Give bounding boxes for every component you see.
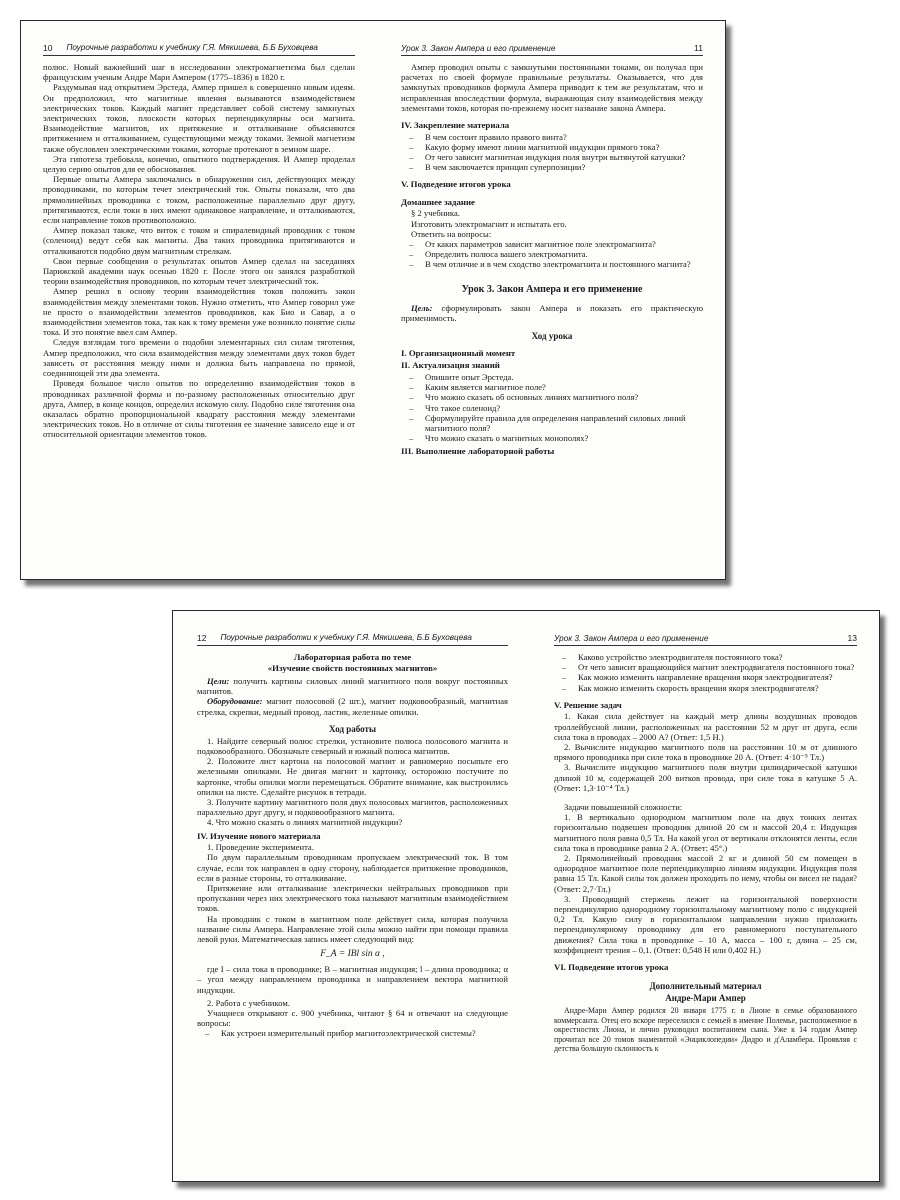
section-heading: V. Подведение итогов урока xyxy=(401,179,511,190)
paragraph: Притяжение или отталкивание электрически нейтральных проводников при пропускании через них электрического тока называют магнитным взаимодействием токов. xyxy=(197,882,508,914)
paragraph: Первые опыты Ампера заключались в обнаружении сил, действующих между проводниками, по которым течет электрический ток. Опыты показали, что два прямолинейных проводника с током, расположенные параллельно друг другу, притягиваются, если токи в них имеют одинаковое направление, и отталкиваются, если направление токов противоположно. xyxy=(43,174,355,226)
problem: 1. В вертикально однородном магнитном поле на двух тонких лентах горизонтально подвешен проводник длиной 20 см и массой 20,4 г. Индукция магнитного поля равна 0,5 Тл. На какой угол от вертикали отклонятся ленты, если сила тока в проводнике равна 2 А. (Ответ: 45°.) xyxy=(554,812,857,853)
list-item: – Определить полюса вашего электромагнита. xyxy=(409,249,703,259)
page-number: 13 xyxy=(847,633,857,643)
paragraph: По двум параллельным проводникам пропускаем электрический ток. В том случае, если ток направлен в одну сторону, наблюдается притяжение проводников, если в разные стороны, то отталкивание. xyxy=(197,852,508,883)
list-item: – Что можно сказать об основных линиях магнитного поля? xyxy=(409,392,703,402)
goals-text: получить картины силовых линий магнитного поля вокруг постоянных магнитов. xyxy=(197,676,508,697)
paragraph: На проводник с током в магнитном поле действует сила, которая получила название силы Ампера. Направление этой силы можно найти при помощи правила левой руки. Математическая запись имеет следующий вид: xyxy=(197,913,508,944)
problem: 2. Прямолинейный проводник массой 2 кг и длиной 50 см помещен в однородное магнитное поле перпендикулярно линиям индукции. Индукция поля равна 15 Тл. Какой силы ток должен проходить по нему, чтобы он висел не падая? (Ответ: 2,7·Тл.) xyxy=(554,852,857,894)
lab-goals xyxy=(197,676,508,696)
equipment-text: магнит полосовой (2 шт.), магнит подковообразный, магнитная стрелка, скрепки, медный провод, ластик, железные опилки. xyxy=(197,696,508,717)
question-list xyxy=(401,132,703,173)
paragraph: Свои первые сообщения о результатах опытов Ампер сделал на заседаниях Парижской академии наук осенью 1820 г. После этого он занялся разработкой теории взаимодействия проводников, по которым течет электрический ток. xyxy=(43,255,355,287)
list-item: – От каких параметров зависит магнитное поле электромагнита? xyxy=(409,239,703,249)
question-list xyxy=(554,652,857,693)
formula-explanation: где I – сила тока в проводнике; B – магнитная индукция; l – длина проводника; α – угол между направлением проводника и направлением вектора магнитной индукции. xyxy=(197,964,508,995)
homework-line: § 2 учебника. xyxy=(411,208,460,219)
problem: 1. Какая сила действует на каждый метр длины воздушных проводов троллейбусной линии, расположенных на расстоянии 52 м друг от друга, если сила тока в проводах – 2000 А? (Ответ: 1,5 Н.) xyxy=(554,711,857,742)
list-item: – Опишите опыт Эрстеда. xyxy=(409,372,703,382)
running-header xyxy=(554,633,857,646)
work-step: 1. Найдите северный полюс стрелки, установите полюса полосового магнита и подковообразного. Обозначьте северный и южный полюса магнитов. xyxy=(197,735,508,757)
problem: 2. Вычислите индукцию магнитного поля на расстоянии 10 м от длинного прямого проводника при силе тока в проводнике 20 А. (Ответ: 4·10⁻⁵ Тл.) xyxy=(554,741,857,763)
section-heading: II. Актуализация знаний xyxy=(401,360,500,371)
running-head-title: Урок 3. Закон Ампера и его применение xyxy=(401,44,556,53)
question-list xyxy=(401,372,703,443)
paragraph: Ампер показал также, что виток с током и спиралевидный проводник с током (соленоид) ведут себя как магниты. Два таких проводника притягиваются и отталкиваются подобно двум магнитным стрелкам. xyxy=(43,225,355,256)
list-item: – Как устроен измерительный прибор магнитоэлектрической системы? xyxy=(205,1028,508,1038)
paragraph: 2. Работа с учебником. xyxy=(207,997,290,1008)
extra-subheading: Андре-Мари Ампер xyxy=(665,993,746,1004)
book-spread-pages-10-11 xyxy=(20,20,726,580)
work-heading: Ход работы xyxy=(329,723,376,734)
paragraph: Учащиеся открывают с. 900 учебника, читают § 64 и отвечают на следующие вопросы: xyxy=(197,1007,508,1029)
page-13 xyxy=(530,611,879,1181)
section-heading: IV. Закрепление материала xyxy=(401,120,510,131)
paragraph: Следуя взглядам того времени о подобии элементарных сил силам тяготения, Ампер предположил, что сила взаимодействия между элементами двух токов будет зависеть от расстояния между ними и должна быть направлена по прямой, соединяющей эти два элемента. xyxy=(43,337,355,379)
list-item: – В чем заключается принцип суперпозиции? xyxy=(409,162,703,172)
page-11 xyxy=(377,21,725,579)
work-step: 2. Положите лист картона на полосовой магнит и равномерно посыпьте его железными опилками. Не двигая магнит и картонку, осторожно постучите по картонке, чтобы опилки могли перемещаться. Обратите внимание, как выстроились опилки на листе. Сделайте рисунок в тетради. xyxy=(197,756,508,797)
homework-line: Изготовить электромагнит и испытать его. xyxy=(411,218,567,229)
running-header xyxy=(197,633,508,646)
course-heading: Ход урока xyxy=(531,330,573,341)
list-item: – Сформулируйте правила для определения направлений силовых линий магнитного поля? xyxy=(409,413,703,433)
list-item: – В чем отличие и в чем сходство электромагнита и постоянного магнита? xyxy=(409,259,703,269)
page-number: 12 xyxy=(197,633,207,643)
section-heading: IV. Изучение нового материала xyxy=(197,830,321,841)
section-heading: I. Организационный момент xyxy=(401,347,516,358)
homework-heading: Домашнее задание xyxy=(401,196,475,207)
page-number: 11 xyxy=(694,43,703,53)
list-item: – Как можно изменить направление вращения якоря электродвигателя? xyxy=(562,672,857,682)
paragraph: Ампер решил в основу теории взаимодействия токов положить закон взаимодействия между элементами токов. Нужно отметить, что Ампер говорил уже не просто о взаимодействии элементов проводников, как Био и Савар, а о взаимодействии элементов тока, так как к тому времени уже возникло понятие силы тока. И это понятие ввел сам Ампер. xyxy=(43,286,355,338)
goal-label: Цель: xyxy=(411,302,433,313)
list-item: – Каким является магнитное поле? xyxy=(409,382,703,392)
biography-text: Андре-Мари Ампер родился 20 января 1775 г. в Лионе в семье образованного коммерсанта. Отец его вскоре переселился с семьей в имение Полемье, расположенное в окрестностях Лиона, и лично руководил воспитанием сына. Уже к 14 годам Ампер прочитал все 20 томов знаменитой «Энциклопедии» Дидро и д'Аламбера. Проявляя с детства большую склонность к xyxy=(554,1006,857,1054)
paragraph: полюс. Новый важнейший шаг в исследовании электромагнетизма был сделан французским ученым Андре Мари Ампером (1775–1836) в 1820 г. xyxy=(43,62,355,83)
goal-text: сформулировать закон Ампера и показать его практическую применимость. xyxy=(401,302,703,323)
ampere-force-formula: F_A = IBl sin α , xyxy=(320,949,385,960)
paragraph: Проведя большое число опытов по определению взаимодействия токов в проводниках различной формы и по-разному расположенных относительно друг друга, Ампер, в конце концов, определил искомую силу. Подобно силе тяготения она оказалась обратно пропорциональной квадрату расстояния между элементами электрических токов. Но в отличие от силы тяготения ее значение зависело еще и от относительной ориентации элементов токов. xyxy=(43,378,355,440)
extra-heading: Дополнительный материал xyxy=(649,981,762,992)
paragraph: Раздумывая над открытием Эрстеда, Ампер пришел к совершенно новым идеям. Он предположил, что магнитные явления вызываются взаимодействием электрических токов. Каждый магнит представляет собой систему замкнутых электрических токов, плоскости которых перпендикулярны оси магнита. Взаимодействие магнитов, их притяжение и отталкивание объясняются притяжением и отталкиванием, существующими между токами. Земной магнетизм также обусловлен электрическими токами, которые протекают в земном шаре. xyxy=(43,82,355,154)
homework-line: Ответить на вопросы: xyxy=(411,228,492,239)
section-heading: V. Решение задач xyxy=(554,699,622,710)
lesson-goal xyxy=(401,303,703,323)
list-item: – От чего зависит магнитная индукция поля внутри вытянутой катушки? xyxy=(409,152,703,162)
list-item: – Как можно изменить скорость вращения якоря электродвигателя? xyxy=(562,683,857,693)
page-number: 10 xyxy=(43,43,53,53)
running-header xyxy=(43,43,355,56)
problem: 3. Проводящий стержень лежит на горизонтальной поверхности перпендикулярно однородному горизонтальному магнитному полю с индукцией 0,2 Тл. Какую силу в горизонтальном направлении нужно приложить перпендикулярному проводнику для его равномерного поступательного движения? Сила тока в проводнике – 10 А, масса – 100 г, длина – 25 см, коэффициент трения – 0,1. (Ответ: 0,548 Н или 0,402 Н.) xyxy=(554,893,857,955)
list-item: – Что такое соленоид? xyxy=(409,403,703,413)
section-heading: VI. Подведение итогов урока xyxy=(554,961,669,972)
list-item: – Каково устройство электродвигателя постоянного тока? xyxy=(562,652,857,662)
page-10 xyxy=(21,21,375,579)
paragraph: 1. Проведение эксперимента. xyxy=(207,842,314,853)
page-12 xyxy=(173,611,528,1181)
biography-block xyxy=(554,1006,857,1053)
work-step: 4. Что можно сказать о линиях магнитной индукции? xyxy=(207,817,403,828)
goals-label: Цели: xyxy=(207,676,230,686)
running-head-title: Урок 3. Закон Ампера и его применение xyxy=(554,634,709,643)
running-header xyxy=(401,43,703,56)
paragraph: Ампер проводил опыты с замкнутыми постоянными токами, он получал при расчетах по своей формуле правильные результаты. Оказывается, что для замкнутых проводников формула Ампера приводит к тем же результатам, что и исправленная впоследствии формула, выражающая силу взаимодействия между элементами токов, которая по-прежнему носит название закона Ампера. xyxy=(401,62,703,113)
homework-question-list xyxy=(401,239,703,270)
hard-problems-heading: Задачи повышенной сложности: xyxy=(564,801,683,812)
lab-title: Лабораторная работа по теме xyxy=(293,652,412,662)
question-list xyxy=(197,1028,508,1038)
running-head-title: Поурочные разработки к учебнику Г.Я. Мякишева, Б.Б Буховцева xyxy=(220,633,472,642)
work-step: 3. Получите картину магнитного поля двух полосовых магнитов, расположенных параллельно друг другу, и подковообразного магнита. xyxy=(197,797,508,818)
section-heading: III. Выполнение лабораторной работы xyxy=(401,446,555,457)
running-head-title: Поурочные разработки к учебнику Г.Я. Мякишева, Б.Б Буховцева xyxy=(66,43,318,52)
lesson-title: Урок 3. Закон Ампера и его применение xyxy=(461,283,643,295)
lab-subtitle: «Изучение свойств постоянных магнитов» xyxy=(267,662,438,673)
equipment-label: Оборудование: xyxy=(207,696,263,707)
list-item: – Какую форму имеют линии магнитной индукции прямого тока? xyxy=(409,142,703,152)
problem: 3. Вычислите индукцию магнитного поля внутри цилиндрической катушки длиной 10 м, содержащей 200 витков провода, при силе тока в катушке 5 А. (Ответ: 1,3·10⁻⁴ Тл.) xyxy=(554,762,857,793)
list-item: – От чего зависит вращающийся магнит электродвигателя постоянного тока? xyxy=(562,662,857,672)
paragraph: Эта гипотеза требовала, конечно, опытного подтверждения. И Ампер проделал целую серию опытов для ее обоснования. xyxy=(43,153,355,175)
book-spread-pages-12-13 xyxy=(172,610,880,1182)
lab-equipment xyxy=(197,696,508,716)
list-item: – Что можно сказать о магнитных монополях? xyxy=(409,433,703,443)
list-item: – В чем состоит правило правого винта? xyxy=(409,132,703,142)
